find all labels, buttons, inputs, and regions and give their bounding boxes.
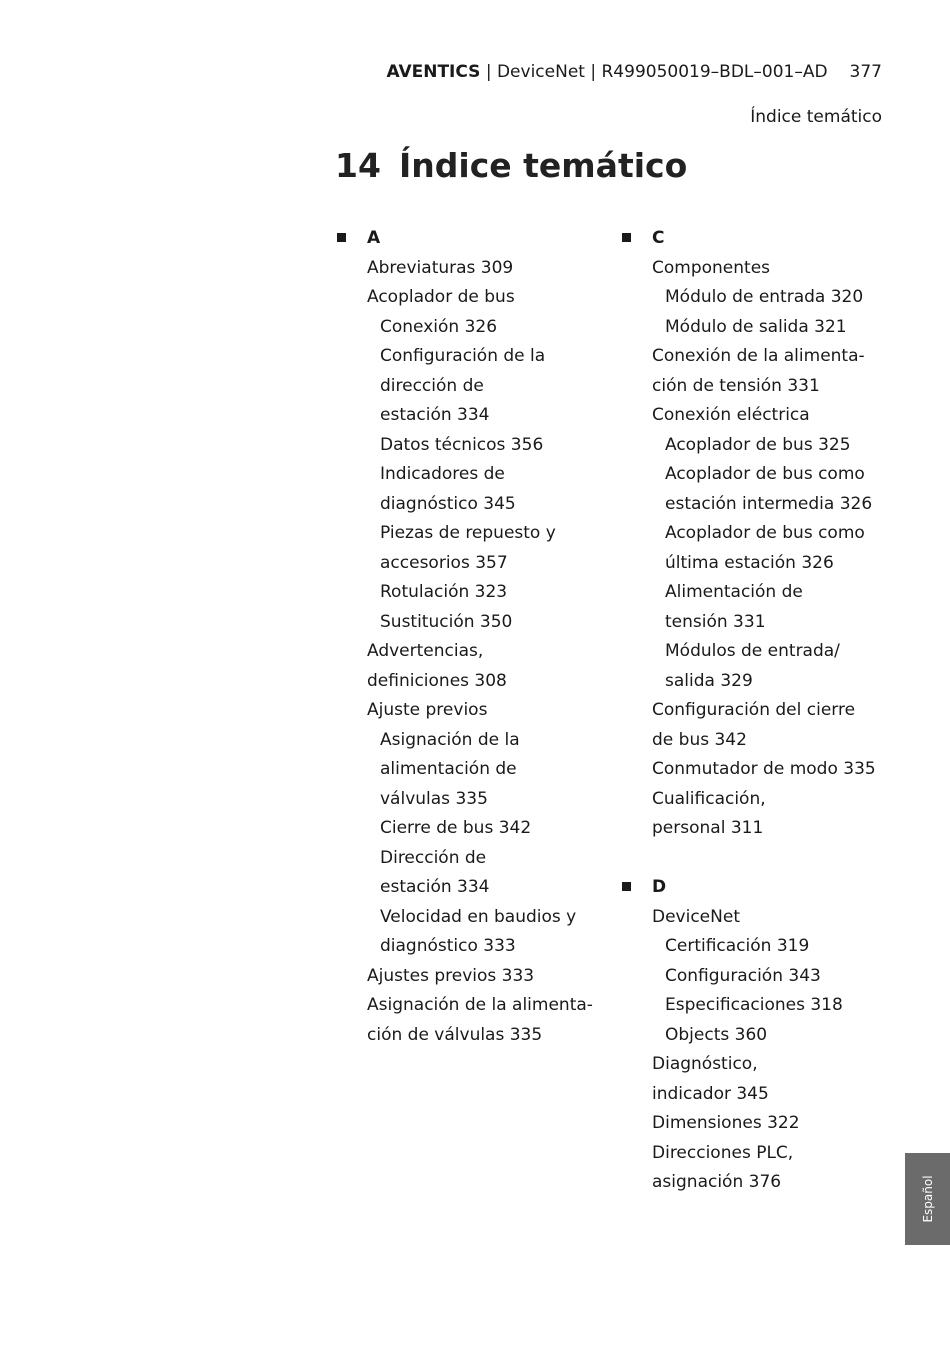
index-letter: C <box>652 228 665 248</box>
index-entry: indicador 345 <box>652 1083 769 1104</box>
index-entry: Direcciones PLC, <box>652 1142 794 1163</box>
index-entry: definiciones 308 <box>367 670 507 691</box>
index-group-c <box>620 224 895 844</box>
index-subentry: Especificaciones 318 <box>665 995 843 1015</box>
index-entry: Asignación de la alimenta- <box>367 995 593 1015</box>
index-subentry: Velocidad en baudios y <box>380 906 577 927</box>
index-subentry: Cierre de bus 342 <box>380 818 532 838</box>
index-letter: D <box>652 877 667 897</box>
index-subentry: Piezas de repuesto y <box>380 523 556 543</box>
brand-name: AVENTICS <box>386 62 481 82</box>
index-entry: Conexión de la alimenta- <box>652 346 865 366</box>
index-subentry: Acoplador de bus como <box>665 523 865 543</box>
index-subentry: diagnóstico 345 <box>380 493 516 514</box>
index-entry: Abreviaturas 309 <box>367 257 514 278</box>
index-subentry: Certificación 319 <box>665 936 810 956</box>
index-subentry: estación 334 <box>380 877 490 897</box>
chapter-heading <box>335 146 687 185</box>
index-subentry: Módulo de entrada 320 <box>665 287 864 307</box>
index-entry: DeviceNet <box>652 906 740 927</box>
index-subentry: Asignación de la <box>380 729 520 750</box>
index-subentry: Acoplador de bus 325 <box>665 434 851 455</box>
square-bullet-icon <box>622 882 631 891</box>
index-subentry: estación intermedia 326 <box>665 493 873 514</box>
index-group-d <box>620 873 895 1198</box>
index-entry: asignación 376 <box>652 1172 782 1192</box>
header-separator: | <box>584 62 602 82</box>
language-tab-label: Español <box>920 1175 935 1223</box>
index-subentry: válvulas 335 <box>380 788 488 809</box>
index-subentry: tensión 331 <box>665 611 766 632</box>
index-entry: ción de tensión 331 <box>652 375 820 396</box>
index-entry: Configuración del cierre <box>652 700 856 720</box>
index-entry: Diagnóstico, <box>652 1054 758 1074</box>
index-entry: Dimensiones 322 <box>652 1113 800 1133</box>
index-entry: Conmutador de modo 335 <box>652 759 876 779</box>
index-entry: Ajustes previos 333 <box>367 965 535 986</box>
index-entry: personal 311 <box>652 818 764 838</box>
index-subentry: diagnóstico 333 <box>380 936 516 956</box>
chapter-number: 14 <box>335 146 381 185</box>
index-subentry: accesorios 357 <box>380 552 508 573</box>
index-subentry: Módulo de salida 321 <box>665 316 847 337</box>
index-subentry: Conexión 326 <box>380 316 498 337</box>
index-group-header <box>620 873 895 903</box>
product-name: DeviceNet <box>496 62 585 82</box>
index-entry: ción de válvulas 335 <box>367 1024 543 1045</box>
index-entry: de bus 342 <box>652 729 747 750</box>
chapter-title: Índice temático <box>399 146 688 185</box>
index-entry: Componentes <box>652 257 771 278</box>
index-group-header <box>335 224 585 254</box>
index-subentry: Rotulación 323 <box>380 582 508 602</box>
index-group-a <box>335 224 593 1050</box>
index-subentry: Acoplador de bus como <box>665 464 865 484</box>
document-code: R499050019–BDL–001–AD <box>601 62 828 82</box>
index-entry: Acoplador de bus <box>367 287 515 307</box>
square-bullet-icon <box>337 233 346 242</box>
index-subentry: Alimentación de <box>665 582 803 602</box>
page-number: 377 <box>849 62 882 82</box>
index-letter: A <box>367 228 381 248</box>
index-subentry: última estación 326 <box>665 552 834 573</box>
index-entry: Conexión eléctrica <box>652 405 810 425</box>
index-subentry: alimentación de <box>380 759 517 779</box>
running-section-title: Índice temático <box>750 107 882 127</box>
index-subentry: estación 334 <box>380 405 490 425</box>
index-column-right <box>620 224 895 1227</box>
index-entry: Cualificación, <box>652 788 766 809</box>
index-group-header <box>620 224 895 254</box>
index-subentry: Sustitución 350 <box>380 611 513 632</box>
index-subentry: Módulos de entrada/ <box>665 641 840 661</box>
index-subentry: Dirección de <box>380 847 487 868</box>
running-header <box>386 62 882 82</box>
index-subentry: dirección de <box>380 375 484 396</box>
index-subentry: salida 329 <box>665 670 753 691</box>
index-subentry: Configuración 343 <box>665 965 821 986</box>
index-subentry: Configuración de la <box>380 346 546 366</box>
index-subentry: Datos técnicos 356 <box>380 434 544 455</box>
index-subentry: Indicadores de <box>380 464 505 484</box>
language-tab <box>905 1153 950 1245</box>
square-bullet-icon <box>622 233 631 242</box>
index-entry: Advertencias, <box>367 641 484 661</box>
index-column-left <box>335 224 593 1080</box>
index-entry: Ajuste previos <box>367 700 488 720</box>
header-separator: | <box>480 62 497 82</box>
index-subentry: Objects 360 <box>665 1024 768 1045</box>
